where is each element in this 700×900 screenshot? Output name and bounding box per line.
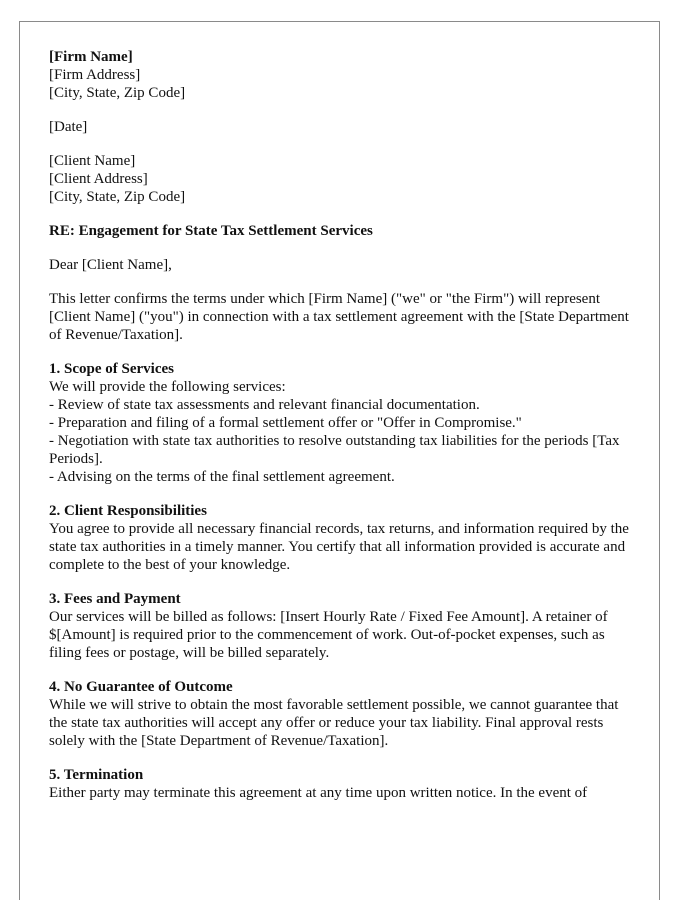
list-item: - Review of state tax assessments and relevant financial documentation. bbox=[49, 397, 480, 413]
letter-content bbox=[49, 48, 639, 818]
letter-page bbox=[19, 21, 660, 900]
section-title: 1. Scope of Services bbox=[49, 361, 174, 377]
client-name: [Client Name] bbox=[49, 153, 136, 169]
section-body: Our services will be billed as follows: [Insert Hourly Rate / Fixed Fee Amount]. A retainer of $[Amount] is required prior to the commencement of work. Out-of-pocket expenses, such as filing fees or postage, will be billed separately. bbox=[49, 609, 608, 661]
letter-date: [Date] bbox=[49, 119, 88, 135]
section-body: While we will strive to obtain the most favorable settlement possible, we cannot guarantee that the state tax authorities will accept any offer or reduce your tax liability. Final approval rests solely with the [State Department of Revenue/Taxation]. bbox=[49, 697, 619, 749]
section-termination bbox=[49, 766, 639, 802]
salutation: Dear [Client Name], bbox=[49, 257, 172, 273]
intro-paragraph: This letter confirms the terms under which [Firm Name] ("we" or "the Firm") will represent [Client Name] ("you") in connection with a tax settlement agreement with the [State Department of Revenue/Taxation]. bbox=[49, 291, 629, 343]
sender-block bbox=[49, 48, 639, 102]
subject-line: RE: Engagement for State Tax Settlement Services bbox=[49, 223, 373, 239]
section-title: 3. Fees and Payment bbox=[49, 591, 181, 607]
list-item: - Advising on the terms of the final settlement agreement. bbox=[49, 469, 395, 485]
firm-name: [Firm Name] bbox=[49, 49, 133, 65]
section-scope bbox=[49, 360, 639, 486]
section-lead: We will provide the following services: bbox=[49, 379, 286, 395]
recipient-block bbox=[49, 152, 639, 206]
list-item: - Preparation and filing of a formal settlement offer or "Offer in Compromise." bbox=[49, 415, 522, 431]
section-client-responsibilities bbox=[49, 502, 639, 574]
section-title: 2. Client Responsibilities bbox=[49, 503, 207, 519]
firm-city: [City, State, Zip Code] bbox=[49, 85, 186, 101]
section-no-guarantee bbox=[49, 678, 639, 750]
firm-address: [Firm Address] bbox=[49, 67, 141, 83]
list-item: - Negotiation with state tax authorities to resolve outstanding tax liabilities for the periods [Tax Periods]. bbox=[49, 433, 620, 467]
section-title: 5. Termination bbox=[49, 767, 144, 783]
section-body: Either party may terminate this agreement at any time upon written notice. In the event of bbox=[49, 785, 588, 801]
client-city: [City, State, Zip Code] bbox=[49, 189, 186, 205]
section-title: 4. No Guarantee of Outcome bbox=[49, 679, 233, 695]
section-body: You agree to provide all necessary financial records, tax returns, and information required by the state tax authorities in a timely manner. You certify that all information provided is accurate and complete to the best of your knowledge. bbox=[49, 521, 629, 573]
section-fees bbox=[49, 590, 639, 662]
client-address: [Client Address] bbox=[49, 171, 148, 187]
